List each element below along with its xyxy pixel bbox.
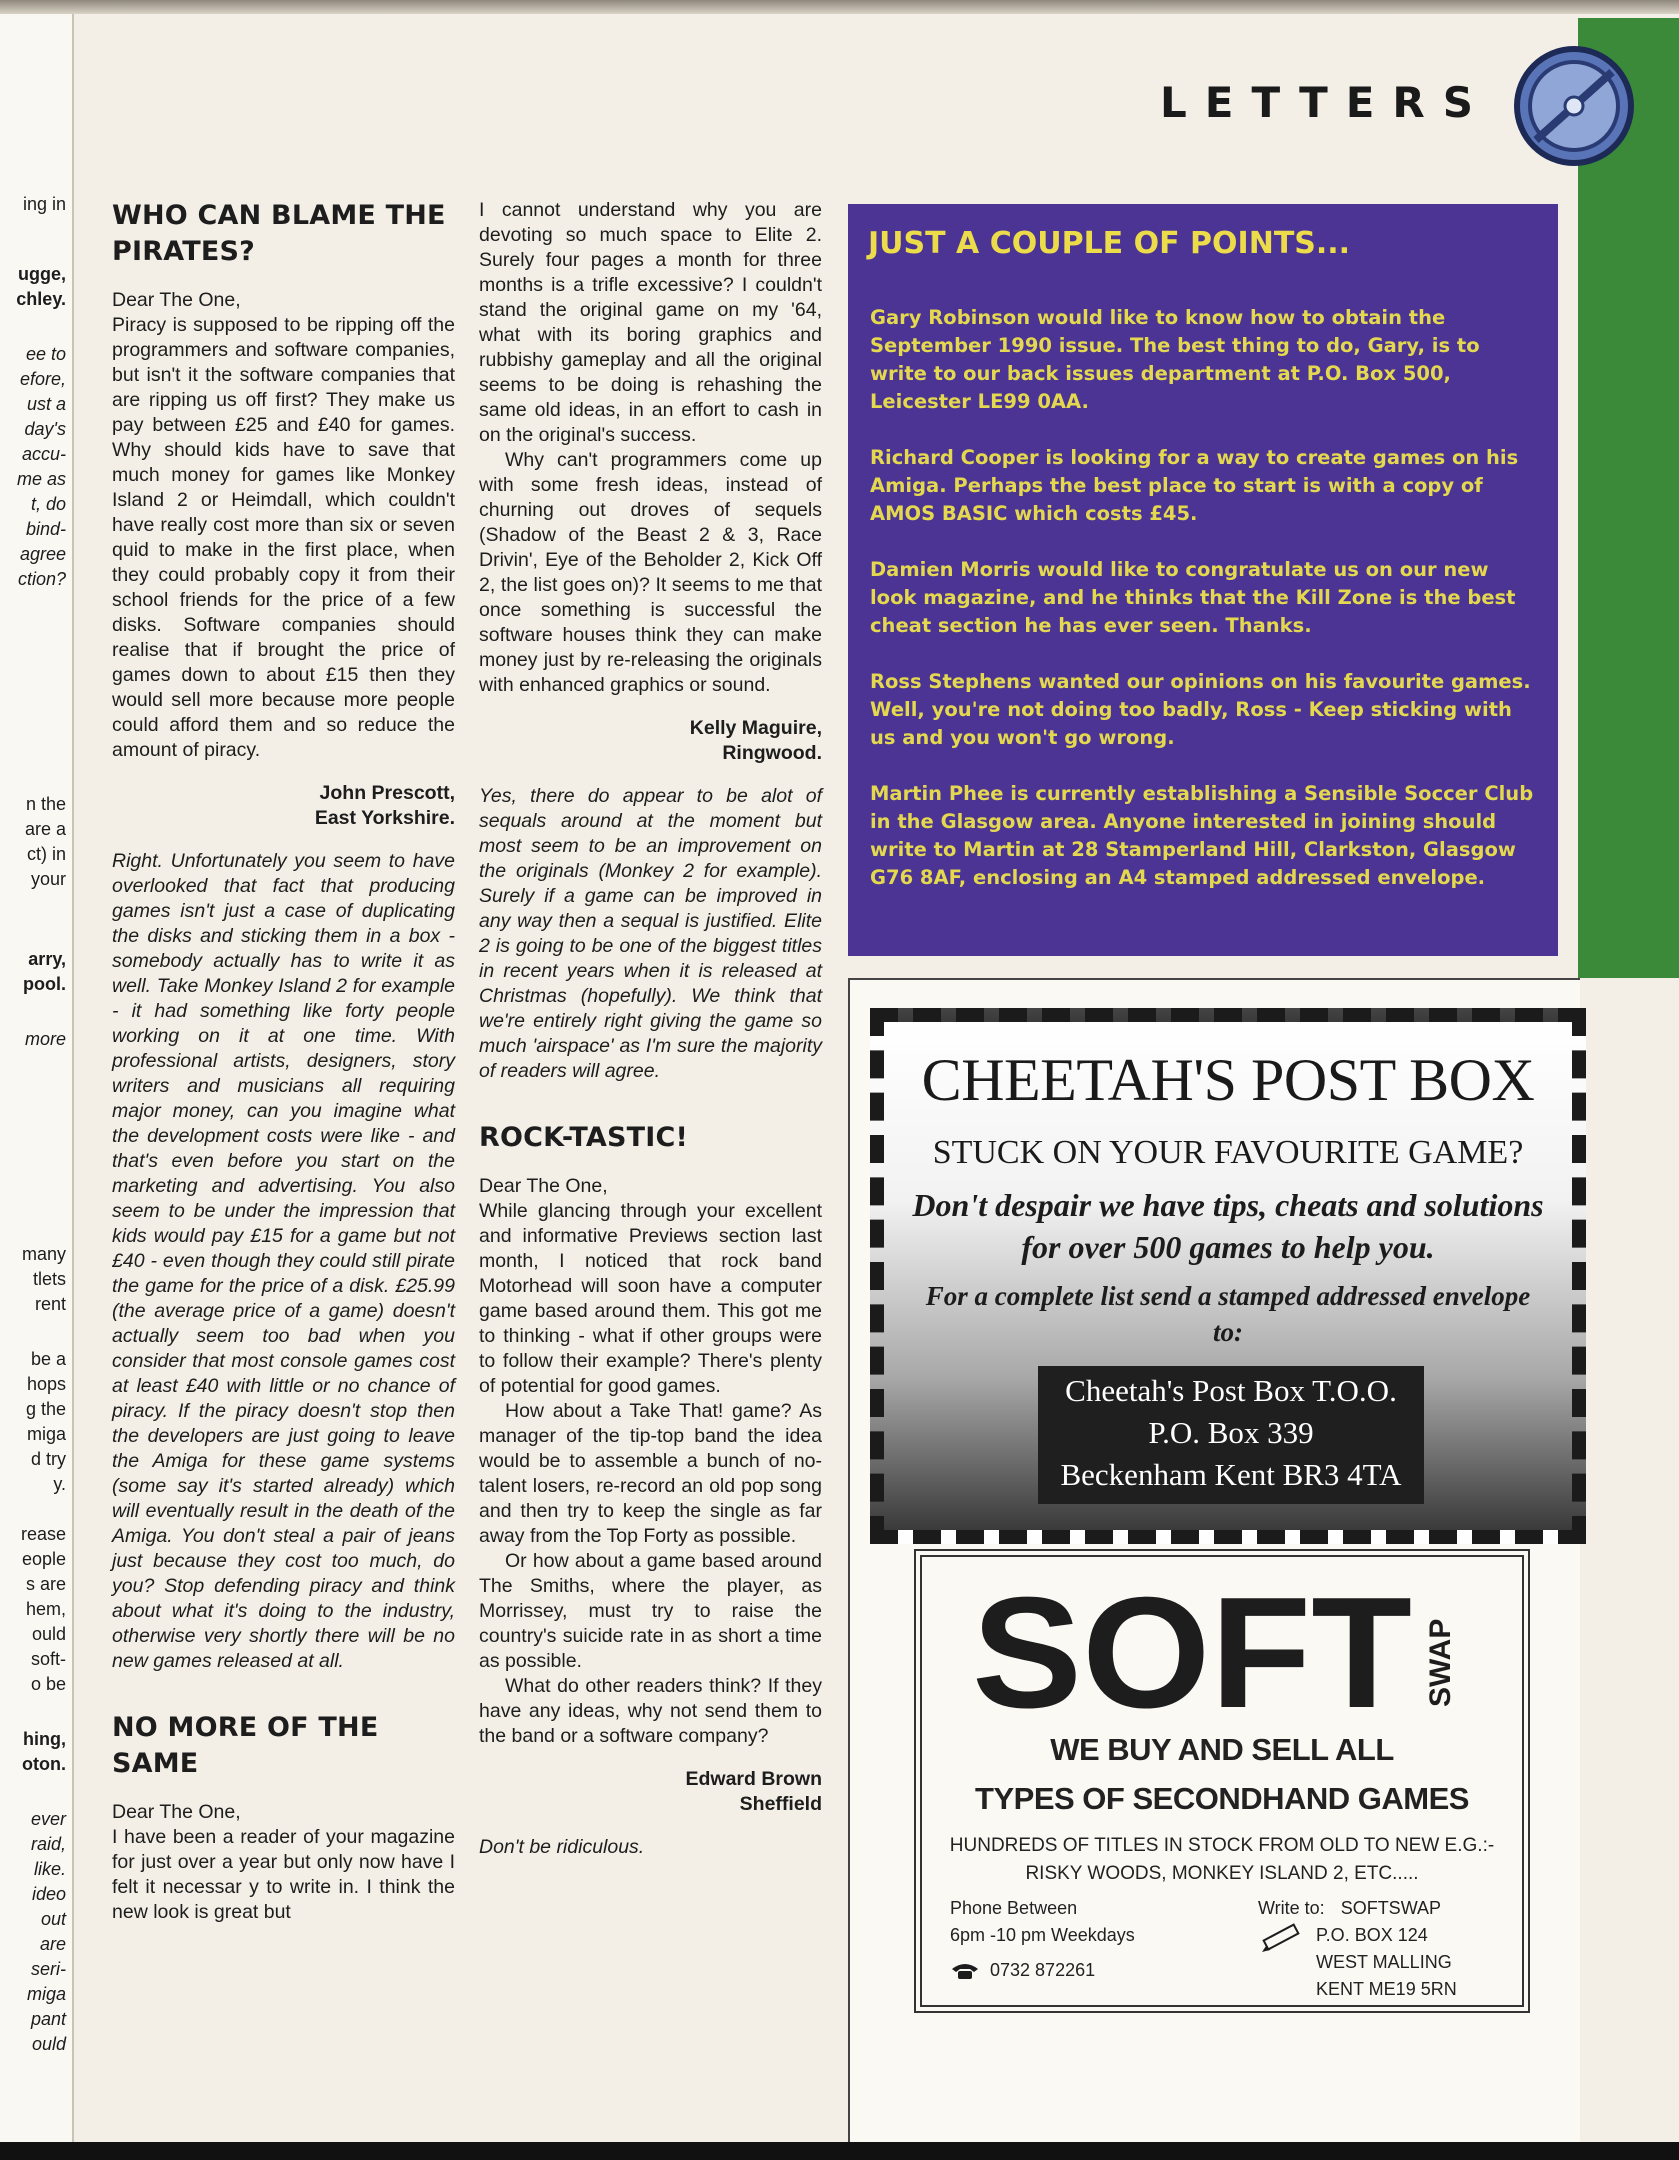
- letter-heading-pirates: WHO CAN BLAME THE PIRATES?: [112, 200, 446, 267]
- previous-page-text-fragment: miga: [26, 1984, 66, 2004]
- the-one-logo-icon: [1512, 44, 1636, 168]
- phone-hours: 6pm -10 pm Weekdays: [950, 1925, 1135, 1945]
- letter-body: How about a Take That! game? As manager of the tip-top band the idea would be to assemble a bunch of no-talent losers, re-record an old pop song and then try to keep the single as far away from the Top Forty as possible.: [479, 1400, 822, 1547]
- softswap-headline-2: TYPES OF SECONDHAND GAMES: [975, 1781, 1469, 1816]
- previous-page-text-fragment: hing,: [23, 1729, 66, 1749]
- pen-icon: [1258, 1922, 1306, 1956]
- write-label: Write to:: [1258, 1898, 1325, 1918]
- letters-column-2: [479, 198, 822, 1860]
- previous-page-text-fragment: accu-: [21, 444, 66, 464]
- softswap-logo-main: SOFT: [972, 1579, 1412, 1719]
- address-line: WEST MALLING: [1316, 1952, 1452, 1972]
- editor-reply: Don't be ridiculous.: [479, 1836, 645, 1858]
- phone-number: 0732 872261: [990, 1960, 1096, 1980]
- previous-page-text-fragment: y.: [53, 1474, 66, 1494]
- letter-signature: [112, 781, 455, 831]
- previous-page-text-fragment: hops: [26, 1374, 66, 1394]
- cheetah-ad-instructions: For a complete list send a stamped addressed envelope to:: [925, 1281, 1531, 1347]
- previous-page-text-fragment: t, do: [30, 494, 66, 514]
- signature-place: Sheffield: [739, 1793, 822, 1815]
- previous-page-text-fragment: seri-: [31, 1959, 66, 1979]
- previous-page-text-fragment: bind-: [25, 519, 66, 539]
- previous-page-text-fragment: your: [30, 869, 66, 889]
- letter-salutation: Dear The One,: [112, 1801, 241, 1823]
- previous-page-text-fragment: chley.: [16, 289, 66, 309]
- previous-page-text-fragment: are: [39, 1934, 66, 1954]
- letter-heading-same: NO MORE OF THE SAME: [112, 1712, 379, 1779]
- letter-signature: [479, 1767, 822, 1817]
- previous-page-text-fragment: tlets: [32, 1269, 66, 1289]
- letter-body: Why can't programmers come up with some fresh ideas, instead of churning out droves of sequels (Shadow of the Beast 2 & 3, Race Drivin', Eye of the Beholder 2, Kick Off 2, the list goes on)? It seems to me that once something is successful the software houses think they can make money just by re-releasing the originals with enhanced graphics or sound.: [479, 449, 822, 696]
- letter-body: Or how about a game based around The Smiths, where the player, as Morrissey, must try to raise the country's suicide rate in as short a time as possible.: [479, 1550, 822, 1672]
- letter-body: I cannot understand why you are devoting so much space to Elite 2. Surely four pages a month for three months is a trifle excessive? I couldn't stand the original game on my '64, what with its boring graphics and rubbishy gameplay and all the original seems to be doing is rehashing the same old ideas, in an effort to cash in on the original's success.: [479, 199, 822, 446]
- previous-page-text-fragment: ideo: [31, 1884, 66, 1904]
- softswap-phone-block: [950, 1895, 1190, 1984]
- previous-page-edge: [0, 14, 74, 2142]
- cheetah-post-box-ad: [870, 1008, 1586, 1544]
- page-top-edge: [0, 0, 1679, 14]
- letter-body: While glancing through your excellent and informative Previews section last month, I noticed that rock band Motorhead will soon have a computer game based around them. This got me to thinking - what if other groups were to follow their example? There's plenty of potential for good games.: [479, 1200, 822, 1397]
- previous-page-text-fragment: efore,: [19, 369, 66, 389]
- previous-page-text-fragment: ust a: [26, 394, 66, 414]
- signature-place: Ringwood.: [722, 742, 822, 764]
- previous-page-text-fragment: eople: [21, 1549, 66, 1569]
- previous-page-text-fragment: out: [40, 1909, 66, 1929]
- phone-label: Phone Between: [950, 1898, 1078, 1918]
- letter-salutation: Dear The One,: [112, 289, 241, 311]
- previous-page-text-fragment: s are: [25, 1574, 66, 1594]
- signature-name: John Prescott,: [319, 782, 455, 804]
- softswap-logo-side: SWAP: [1424, 1618, 1457, 1707]
- letters-column-1: [112, 198, 455, 1925]
- letter-heading-rock: ROCK-TASTIC!: [479, 1122, 689, 1153]
- previous-page-text-fragment: arry,: [28, 949, 66, 969]
- softswap-address-block: [1258, 1895, 1514, 2003]
- letter-signature: [479, 716, 822, 766]
- cheetah-ad-tagline: Don't despair we have tips, cheats and solutions for over 500 games to help you.: [912, 1187, 1544, 1265]
- previous-page-text-fragment: more: [24, 1029, 66, 1049]
- softswap-headline-1: WE BUY AND SELL ALL: [1050, 1732, 1394, 1767]
- previous-page-text-fragment: ould: [31, 2034, 66, 2054]
- telephone-icon: [950, 1961, 980, 1981]
- cheetah-ad-address: [1038, 1366, 1424, 1504]
- letter-body: I have been a reader of your magazine for just over a year but only now have I felt it necessar y to write in. I think the new look is great but: [112, 1826, 455, 1923]
- signature-name: Edward Brown: [685, 1768, 822, 1790]
- previous-page-text-fragment: agree: [19, 544, 66, 564]
- address-line: SOFTSWAP: [1340, 1898, 1442, 1918]
- previous-page-text-fragment: be a: [30, 1349, 66, 1369]
- previous-page-text-fragment: day's: [24, 419, 66, 439]
- previous-page-text-fragment: pant: [30, 2009, 66, 2029]
- points-list: [870, 304, 1538, 920]
- previous-page-text-fragment: are a: [24, 819, 66, 839]
- softswap-logo: [972, 1579, 1462, 1719]
- previous-page-text-fragment: me as: [16, 469, 66, 489]
- cheetah-ad-title: CHEETAH'S POST BOX: [921, 1047, 1535, 1113]
- previous-page-text-fragment: g the: [25, 1399, 66, 1419]
- previous-page-text-fragment: ing in: [22, 194, 66, 214]
- ads-panel: [848, 978, 1580, 2144]
- previous-page-text-fragment: hem,: [25, 1599, 66, 1619]
- signature-place: East Yorkshire.: [314, 807, 455, 829]
- previous-page-text-fragment: like.: [33, 1859, 66, 1879]
- previous-page-text-fragment: ugge,: [18, 264, 66, 284]
- page-bottom-edge: [0, 2142, 1679, 2160]
- previous-page-text-fragment: miga: [26, 1424, 66, 1444]
- point-item: Martin Phee is currently establishing a Sensible Soccer Club in the Glasgow area. Anyone interested in joining should write to Martin at 28 Stamperland Hill, Clarkston, Glasgow G76 8AF, enclosing an A4 stamped addressed envelope.: [870, 782, 1534, 889]
- editor-reply: Yes, there do appear to be alot of sequals around at the moment but most seem to be an improvement on the originals (Monkey 2 for example). Surely if a game can be improved in any way then a sequal is justified. Elite 2 is going to be one of the biggest titles in recent years when it is released at Christmas (hopefully). We think that we're entirely right giving the game so much 'airspace' as I'm sure the majority of readers will agree.: [479, 785, 822, 1082]
- previous-page-text-fragment: ever: [30, 1809, 66, 1829]
- editor-reply: Right. Unfortunately you seem to have overlooked that fact that producing games isn't just a case of duplicating the disks and sticking them in a box - somebody actually has to write it as well. Take Monkey Island 2 for example - it had something like forty people working on it at one time. With professional artists, designers, story writers and musicians all requiring major money, can you imagine what the development costs were like - and that's even before you start on the marketing and advertising. You also seem to be under the impression that kids would pay £15 for a game but not £40 - even though they could still pirate the game for the price of a disk. £25.99 (the average price of a game) doesn't actually seem too bad when you consider that most console games cost at least £40 with little or no chance of piracy. If the piracy doesn't stop then the developers are just going to leave the Amiga for these game systems (some say it's started already) which will eventually result in the death of the Amiga. You don't steal a pair of jeans just because they cost too much, do you? Stop defending piracy and think about what it's doing to the industry, otherwise very shortly there will be no new games released at all.: [112, 850, 455, 1672]
- signature-name: Kelly Maguire,: [689, 717, 822, 739]
- previous-page-text-fragment: ction?: [17, 569, 66, 589]
- letter-body: What do other readers think? If they have any ideas, why not send them to the band or a software company?: [479, 1675, 822, 1747]
- address-line: KENT ME19 5RN: [1316, 1979, 1457, 1999]
- previous-page-text-fragment: rease: [20, 1524, 66, 1544]
- previous-page-text-fragment: oton.: [22, 1754, 66, 1774]
- address-line: Beckenham Kent BR3 4TA: [1060, 1457, 1402, 1492]
- letter-body: Piracy is supposed to be ripping off the programmers and software companies, but isn't it the software companies that are ripping us off first? They make us pay between £25 and £40 for games. Why should kids have to save that much money for games like Monkey Island 2 or Heimdall, which couldn't have really cost more than six or seven quid to make in the first place, when they could probably copy it from their school friends for the price of a few disks. Software companies should realise that if brought the price of games down to about £15 then they would sell more because more people could afford them and so reduce the amount of piracy.: [112, 314, 455, 761]
- previous-page-text-fragment: rent: [34, 1294, 66, 1314]
- point-item: Ross Stephens wanted our opinions on his favourite games. Well, you're not doing too badly, Ross - Keep sticking with us and you won't go wrong.: [870, 670, 1531, 749]
- point-item: Damien Morris would like to congratulate us on our new look magazine, and he thinks that the Kill Zone is the best cheat section he has ever seen. Thanks.: [870, 558, 1516, 637]
- couple-of-points-box: [848, 204, 1558, 956]
- points-box-title: JUST A COUPLE OF POINTS...: [868, 226, 1351, 261]
- previous-page-text-fragment: ould: [31, 1624, 66, 1644]
- cheetah-ad-subtitle: STUCK ON YOUR FAVOURITE GAME?: [932, 1134, 1524, 1171]
- previous-page-text-fragment: soft-: [30, 1649, 66, 1669]
- letter-salutation: Dear The One,: [479, 1175, 608, 1197]
- previous-page-text-fragment: raid,: [30, 1834, 66, 1854]
- address-line: Cheetah's Post Box T.O.O.: [1065, 1373, 1397, 1408]
- point-item: Richard Cooper is looking for a way to create games on his Amiga. Perhaps the best place to start is with a copy of AMOS BASIC which costs £45.: [870, 446, 1519, 525]
- previous-page-text-fragment: pool.: [23, 974, 66, 994]
- section-title: LETTERS: [1160, 78, 1491, 127]
- address-line: P.O. BOX 124: [1316, 1925, 1428, 1945]
- address-line: P.O. Box 339: [1148, 1415, 1314, 1450]
- softswap-ad: [920, 1555, 1524, 2007]
- previous-page-text-fragment: ct) in: [26, 844, 66, 864]
- point-item: Gary Robinson would like to know how to obtain the September 1990 issue. The best thing to do, Gary, is to write to our back issues department at P.O. Box 500, Leicester LE99 0AA.: [870, 306, 1480, 413]
- previous-page-text-fragment: many: [21, 1244, 66, 1264]
- previous-page-text-fragment: d try: [30, 1449, 66, 1469]
- previous-page-text-fragment: o be: [30, 1674, 66, 1694]
- previous-page-text-fragment: n the: [25, 794, 66, 814]
- previous-page-text-fragment: ee to: [25, 344, 66, 364]
- softswap-stock-text: HUNDREDS OF TITLES IN STOCK FROM OLD TO NEW E.G.:- RISKY WOODS, MONKEY ISLAND 2, ETC.....: [949, 1835, 1495, 1884]
